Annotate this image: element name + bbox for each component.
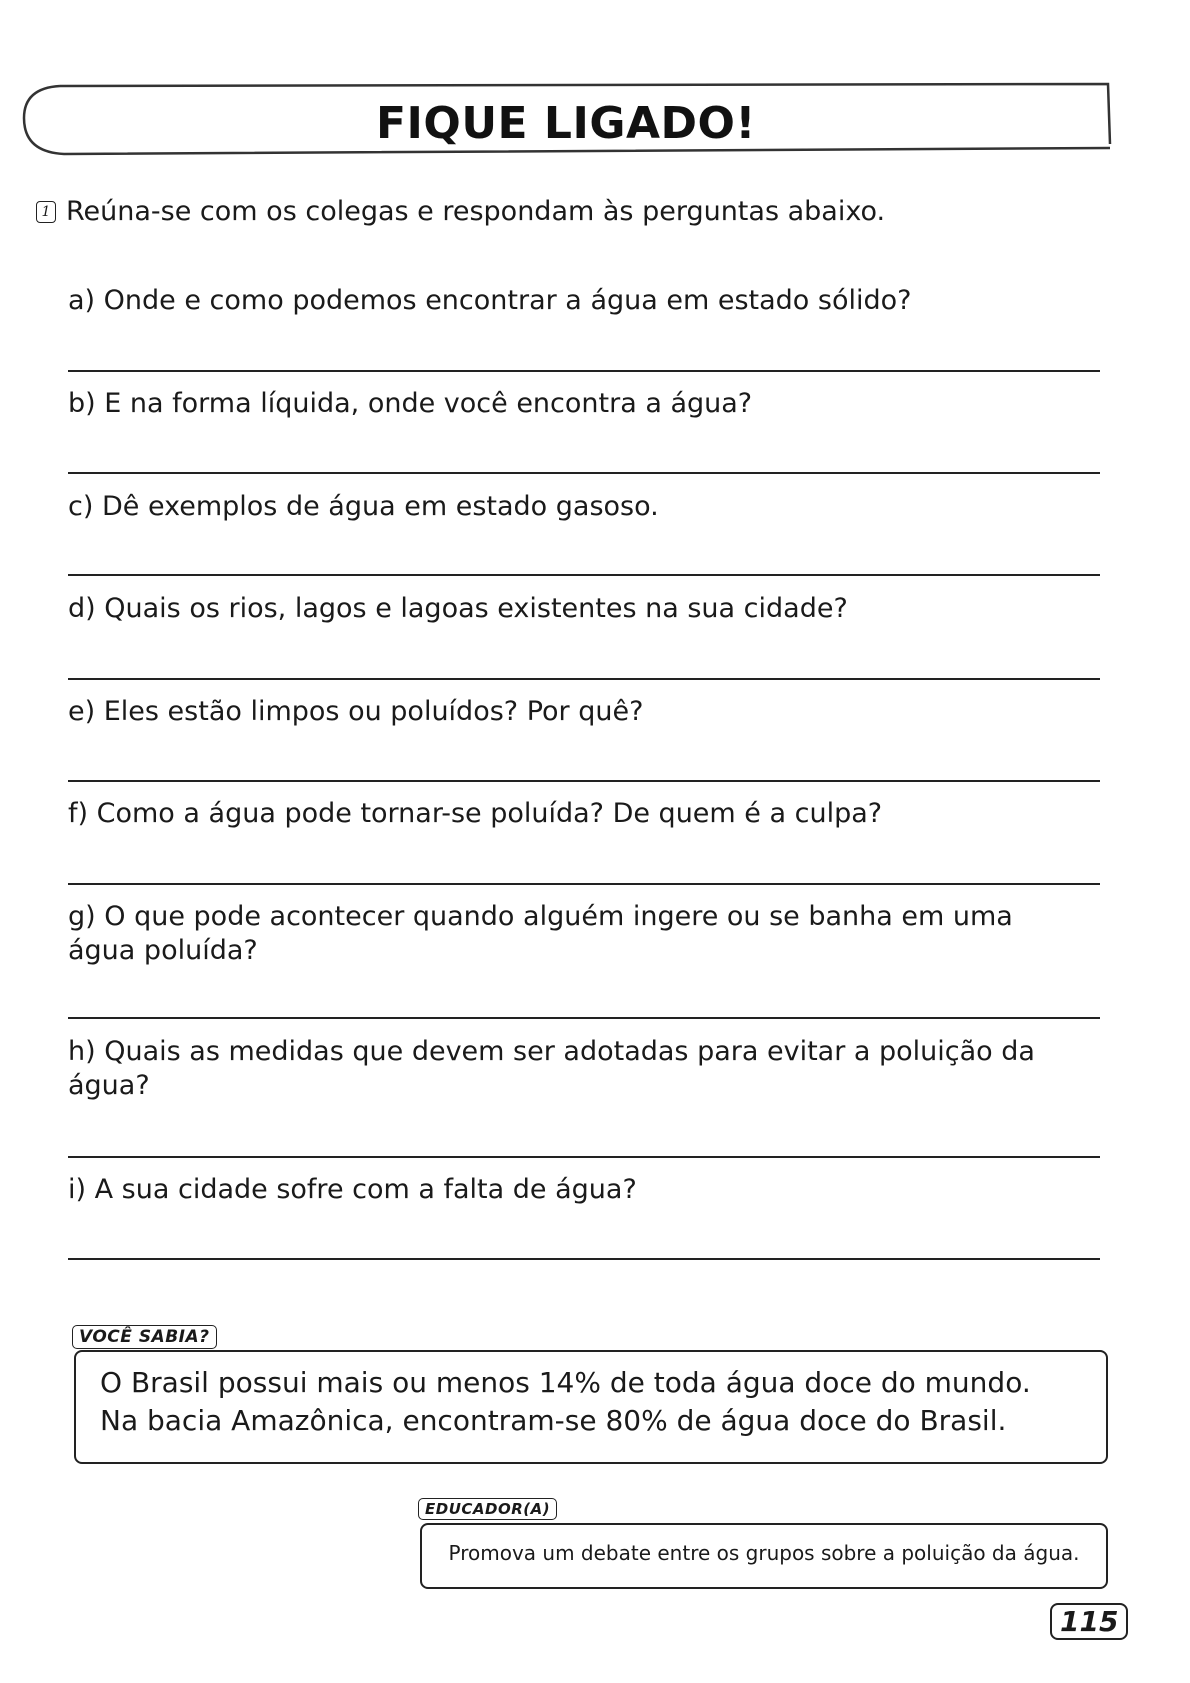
answer-line-g[interactable] <box>68 1017 1100 1019</box>
question-e: e) Eles estão limpos ou poluídos? Por quê? <box>68 696 644 727</box>
instruction-text: Reúna-se com os colegas e respondam às perguntas abaixo. <box>66 196 886 227</box>
question-g <box>68 900 1013 968</box>
instruction <box>36 196 885 227</box>
educator-text: Promova um debate entre os grupos sobre a poluição da água. <box>448 1541 1080 1565</box>
answer-line-a[interactable] <box>68 370 1100 372</box>
answer-line-c[interactable] <box>68 574 1100 576</box>
did-you-know-box <box>74 1350 1108 1464</box>
title-banner <box>20 82 1112 160</box>
page-number: 115 <box>1050 1603 1128 1640</box>
question-f: f) Como a água pode tornar-se poluída? De quem é a culpa? <box>68 798 883 829</box>
question-d: d) Quais os rios, lagos e lagoas existentes na sua cidade? <box>68 593 848 624</box>
page-title: FIQUE LIGADO! <box>375 98 756 149</box>
question-h-line1: h) Quais as medidas que devem ser adotadas para evitar a poluição da <box>68 1036 1035 1067</box>
answer-line-b[interactable] <box>68 472 1100 474</box>
did-you-know-tag: VOCÊ SABIA? <box>72 1325 217 1349</box>
answer-line-i[interactable] <box>68 1258 1100 1260</box>
question-b: b) E na forma líquida, onde você encontra a água? <box>68 388 753 419</box>
educator-box <box>420 1523 1108 1589</box>
did-you-know-line1: O Brasil possui mais ou menos 14% de toda água doce do mundo. <box>100 1366 1031 1399</box>
answer-line-f[interactable] <box>68 883 1100 885</box>
answer-line-d[interactable] <box>68 678 1100 680</box>
question-g-line1: g) O que pode acontecer quando alguém ingere ou se banha em uma <box>68 901 1013 932</box>
did-you-know-line2: Na bacia Amazônica, encontram-se 80% de água doce do Brasil. <box>100 1404 1007 1437</box>
answer-line-e[interactable] <box>68 780 1100 782</box>
question-h <box>68 1035 1035 1103</box>
question-c: c) Dê exemplos de água em estado gasoso. <box>68 491 659 522</box>
question-h-line2: água? <box>68 1070 150 1101</box>
question-a: a) Onde e como podemos encontrar a água em estado sólido? <box>68 285 912 316</box>
question-g-line2: água poluída? <box>68 935 258 966</box>
answer-line-h[interactable] <box>68 1156 1100 1158</box>
did-you-know-text <box>100 1364 1031 1440</box>
exercise-number: 1 <box>36 201 56 223</box>
question-i: i) A sua cidade sofre com a falta de água? <box>68 1174 637 1205</box>
educator-tag: EDUCADOR(A) <box>418 1498 557 1520</box>
